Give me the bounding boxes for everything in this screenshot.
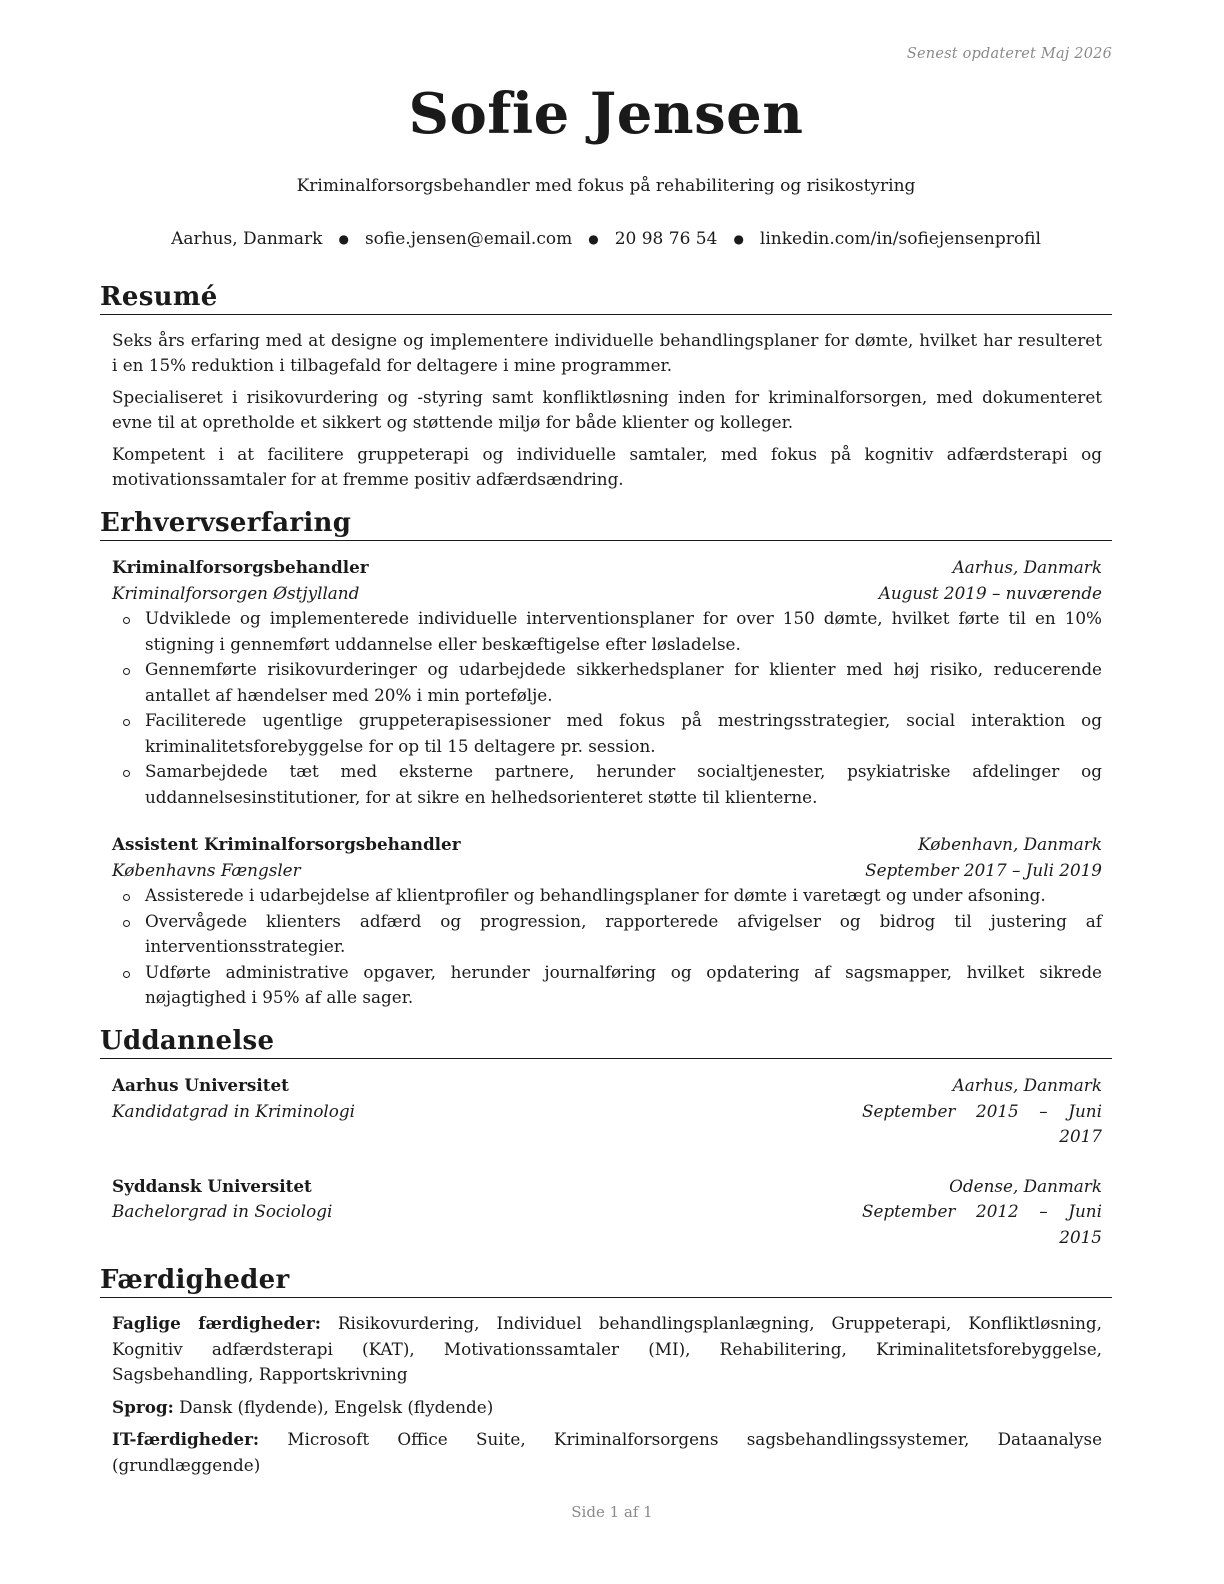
school-location: Aarhus, Danmark (952, 1075, 1102, 1095)
list-item (145, 606, 1102, 657)
bullet-text: Udførte administrative opgaver, herunder journalføring og opdatering af sagsmapper, hvilket sikrede nøjagtighed i 95% af alle sager. (145, 961, 1102, 1007)
skill-group (112, 1311, 1102, 1388)
section-title-summary: Resumé (100, 284, 1112, 315)
list-item (145, 960, 1102, 1011)
contact-bar (100, 229, 1112, 249)
skill-group (112, 1427, 1102, 1478)
job-dates: September 2017 – Juli 2019 (865, 859, 1102, 880)
summary-paragraph: Specialiseret i risikovurdering og -styring samt konfliktløsning inden for kriminalforsorgen, med dokumenteret evne til at opretholde et sikkert og støttende miljø for både klienter og kolleger. (112, 387, 1102, 432)
school-location: Odense, Danmark (949, 1175, 1102, 1196)
date-part: Juni (1068, 1201, 1102, 1221)
job-organization: Københavns Fængsler (112, 859, 301, 880)
bullet-separator: ● (733, 232, 744, 246)
job-role: Assistent Kriminalforsorgsbehandler (112, 834, 461, 854)
contact-email[interactable]: sofie.jensen@email.com (364, 229, 573, 249)
date-end: 2017 (1059, 1126, 1102, 1146)
bullet-text: Faciliterede ugentlige gruppeterapisessioner med fokus på mestringsstrategier, social interaktion og kriminalitetsforebyggelse for op til 15 deltagere pr. session. (145, 710, 1102, 756)
bullet-text: Samarbejdede tæt med eksterne partnere, herunder socialtjenester, psykiatriske afdelinger og uddannelsesinstitutioner, for at sikre en helhedsorienteret støtte til klienterne. (145, 761, 1102, 807)
date-part: – (1039, 1100, 1048, 1121)
bullet-text: Overvågede klienters adfærd og progression, rapporterede afvigelser og bidrog til justering af interventionsstrategier. (145, 910, 1102, 956)
education-entry (112, 1174, 1102, 1251)
education-entry (112, 1073, 1102, 1150)
school-name: Syddansk Universitet (112, 1175, 312, 1196)
list-item (145, 759, 1102, 810)
summary-paragraph: Kompetent i at facilitere gruppeterapi og individuelle samtaler, med fokus på kognitiv adfærdsterapi og motivationssamtaler for at fremme positiv adfærdsændring. (112, 444, 1102, 489)
bullet-separator: ● (338, 232, 349, 246)
list-item (145, 708, 1102, 759)
contact-linkedin[interactable]: linkedin.com/in/sofiejensenprofil (759, 229, 1041, 249)
list-item (145, 657, 1102, 708)
date-part: 2012 (976, 1201, 1019, 1221)
school-name: Aarhus Universitet (112, 1075, 289, 1095)
circle-bullet-icon (123, 971, 130, 978)
date-part: September (862, 1201, 956, 1221)
section-title-experience: Erhvervserfaring (100, 510, 1112, 541)
bullet-text: Udviklede og implementerede individuelle interventionsplaner for over 150 dømte, hvilket førte til en 10% stigning i gennemført uddannelse eller beskæftigelse efter løsladelse. (145, 608, 1102, 654)
experience-section (100, 510, 1112, 1011)
list-item (145, 883, 1102, 909)
date-part: Juni (1068, 1100, 1102, 1121)
date-part: September (862, 1100, 956, 1121)
skill-text: Dansk (flydende), Engelsk (flydende) (179, 1396, 494, 1417)
skill-label: Faglige færdigheder: (112, 1313, 321, 1333)
skills-section (100, 1267, 1112, 1478)
date-part: – (1039, 1201, 1048, 1221)
section-title-education: Uddannelse (100, 1028, 1112, 1059)
job-entry (112, 555, 1102, 810)
candidate-name: Sofie Jensen (408, 81, 804, 147)
skill-text: Microsoft Office Suite, Kriminalforsorgens sagsbehandlingssystemer, Dataanalyse (grundlæggende) (112, 1429, 1102, 1475)
contact-phone: 20 98 76 54 (614, 229, 718, 249)
last-updated: Senest opdateret Maj 2026 (906, 46, 1112, 62)
degree: Bachelorgrad in Sociologi (112, 1201, 333, 1221)
job-bullets (112, 883, 1102, 1011)
date-end: 2015 (1059, 1226, 1102, 1247)
job-entry (112, 832, 1102, 1011)
tagline: Kriminalforsorgsbehandler med fokus på rehabilitering og risikostyring (296, 176, 916, 196)
job-bullets (112, 606, 1102, 810)
skill-text: Risikovurdering, Individuel behandlingsplanlægning, Gruppeterapi, Konfliktløsning, Kognitiv adfærdsterapi (KAT), Motivationssamtaler (MI), Rehabilitering, Kriminalitetsforebyggelse, Sagsbehandling, Rapportskrivning (112, 1313, 1102, 1384)
circle-bullet-icon (123, 617, 130, 624)
circle-bullet-icon (123, 668, 130, 675)
date-part: 2015 (976, 1100, 1019, 1121)
list-item (145, 909, 1102, 960)
circle-bullet-icon (123, 770, 130, 777)
page-footer: Side 1 af 1 (571, 1503, 653, 1521)
job-role: Kriminalforsorgsbehandler (112, 557, 369, 577)
circle-bullet-icon (123, 719, 130, 726)
degree: Kandidatgrad in Kriminologi (112, 1100, 356, 1121)
skill-label: IT-færdigheder: (112, 1429, 260, 1449)
bullet-text: Assisterede i udarbejdelse af klientprofiler og behandlingsplaner for dømte i varetægt og under afsoning. (145, 885, 1046, 905)
job-location: København, Danmark (918, 834, 1102, 854)
bullet-separator: ● (588, 232, 599, 246)
job-location: Aarhus, Danmark (952, 557, 1102, 577)
skill-label: Sprog: (112, 1396, 174, 1417)
contact-location: Aarhus, Danmark (171, 229, 323, 249)
section-title-skills: Færdigheder (100, 1267, 1112, 1298)
summary-paragraph: Seks års erfaring med at designe og implementere individuelle behandlingsplaner for dømte, hvilket har resulteret i en 15% reduktion i tilbagefald for deltagere i mine programmer. (112, 330, 1102, 375)
skill-group (112, 1395, 1102, 1421)
education-section (100, 1028, 1112, 1250)
job-dates: August 2019 – nuværende (878, 582, 1102, 603)
bullet-text: Gennemførte risikovurderinger og udarbejdede sikkerhedsplaner for klienter med høj risiko, reducerende antallet af hændelser med 20% i min portefølje. (145, 659, 1102, 705)
summary-section (100, 284, 1112, 492)
job-organization: Kriminalforsorgen Østjylland (112, 582, 360, 603)
education-dates (862, 1199, 1102, 1250)
education-dates (862, 1099, 1102, 1150)
circle-bullet-icon (123, 894, 130, 901)
circle-bullet-icon (123, 920, 130, 927)
